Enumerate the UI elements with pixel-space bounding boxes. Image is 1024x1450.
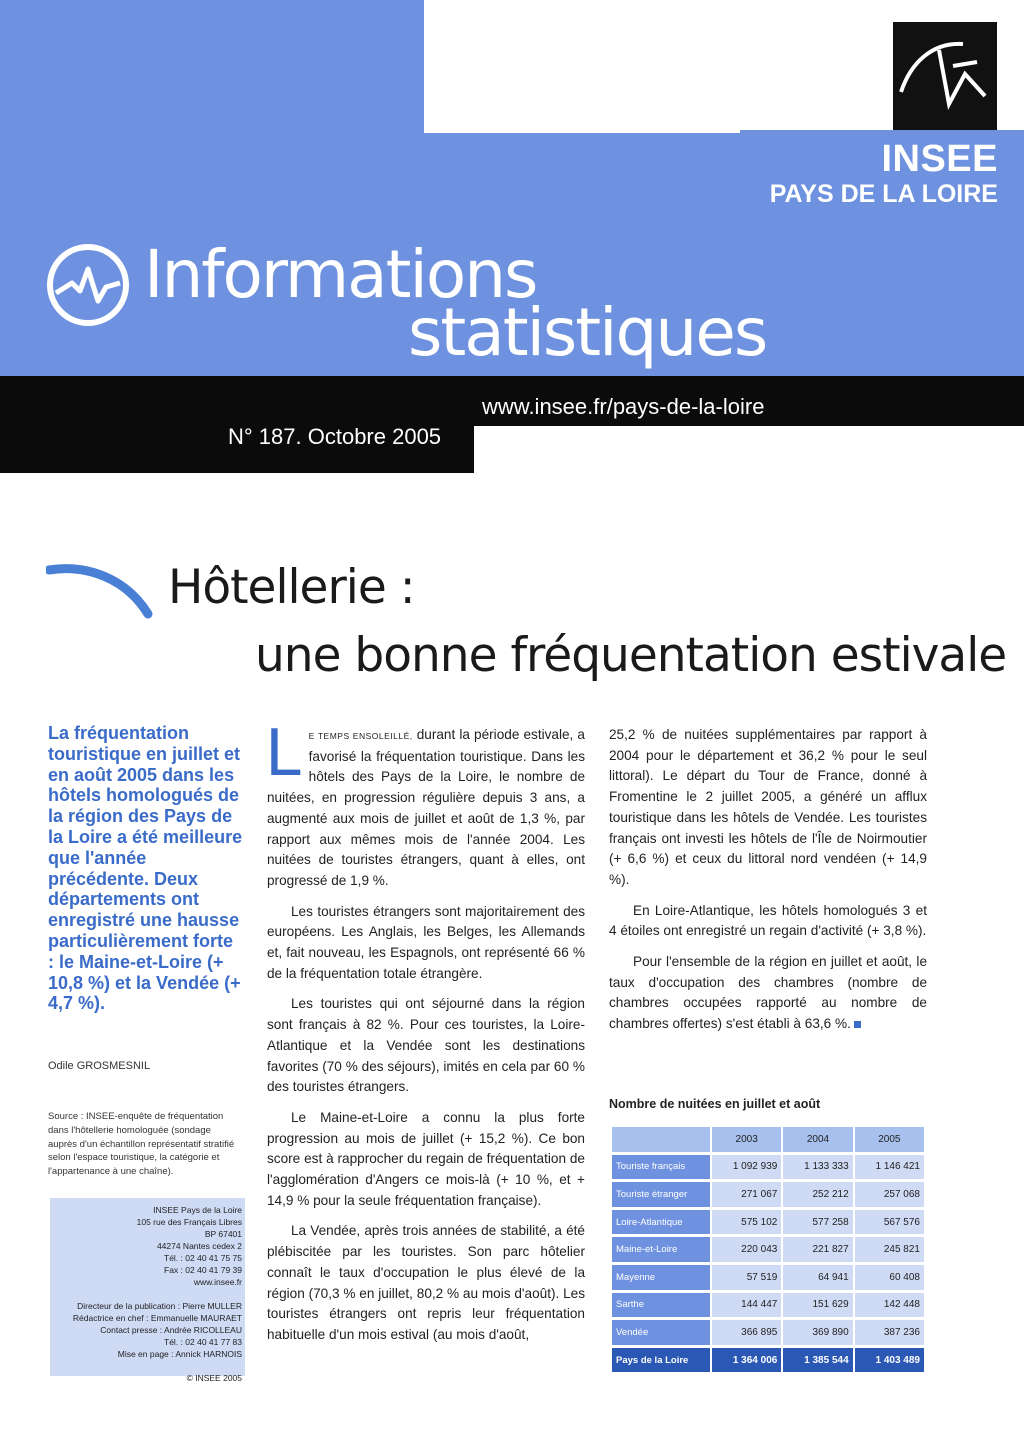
issue-number: N° 187. Octobre 2005 — [228, 424, 442, 449]
contact-line — [50, 1288, 245, 1300]
row-label: Sarthe — [612, 1293, 710, 1318]
table-cell: 1 092 939 — [712, 1155, 781, 1180]
source-note: Source : INSEE-enquête de fréquentation dans l'hôtellerie homologuée (sondage auprès d'un échantillon représentatif stratifié selon l'espace touristique, la catégorie et l'appartenance à une chaîne). — [48, 1111, 235, 1178]
table-cell: 577 258 — [783, 1210, 852, 1235]
paragraph: Le Maine-et-Loire a connu la plus forte progression au mois de juillet (+ 15,2 %). Ce bon score est à rapprocher du regain de fréquentation de l'agglomération d'Angers ce mois-là (+ 10 %, et + 14,9 % pour la seule fréquentation française). — [267, 1109, 585, 1208]
table-cell: 57 519 — [712, 1265, 781, 1290]
table-cell: 144 447 — [712, 1293, 781, 1318]
paragraph: 25,2 % de nuitées supplémentaires par rapport à 2004 pour le département et 36,2 % pour le seul littoral). Le départ du Tour de France, donné à Fromentine le 2 juillet 2005, a généré un afflux touristique dans les hôtels de Vendée. Les touristes français ont investi les hôtels de l'Île de Noirmoutier (+ 6,6 %) et ceux du littoral nord vendéen (+ 14,9 %). — [609, 727, 927, 887]
contact-line: Rédactrice en chef : Emmanuelle MAURAET — [72, 1313, 242, 1323]
table-cell: 1 385 544 — [783, 1348, 852, 1373]
contact-line: Fax : 02 40 41 79 39 — [164, 1265, 242, 1275]
paragraph: La Vendée, après trois années de stabilité, a été plébiscitée par les touristes. Son parc hôtelier connaît le taux d'occupation le plus élevé de la région (70,3 % en juillet, 80,2 % au mois d'août). Les touristes étrangers ont repris leur fréquentation habituelle d'un mois estival (au mois d'août, — [267, 1223, 585, 1342]
institute-name: INSEE — [881, 138, 998, 180]
end-mark-icon — [854, 1021, 861, 1028]
article-title: Hôtellerie : — [168, 560, 415, 615]
table-row — [612, 1182, 924, 1207]
website-link[interactable]: www.insee.fr/pays-de-la-loire — [482, 394, 765, 419]
row-label: Mayenne — [612, 1265, 710, 1290]
nights-table — [610, 1124, 926, 1375]
article-column-2 — [609, 725, 927, 1045]
title-swoosh-icon — [46, 560, 156, 620]
table-cell: 1 364 006 — [712, 1348, 781, 1373]
table-cell: 366 895 — [712, 1320, 781, 1345]
contact-line: Tél. : 02 40 41 77 83 — [164, 1337, 242, 1347]
table-cell: 369 890 — [783, 1320, 852, 1345]
table-row — [612, 1265, 924, 1290]
table-row — [612, 1320, 924, 1345]
table-total-row — [612, 1348, 924, 1373]
contact-line: Mise en page : Annick HARNOIS — [117, 1349, 242, 1359]
contact-line: Contact presse : Andrée RICOLLEAU — [100, 1325, 242, 1335]
insee-logo — [893, 22, 997, 130]
paragraph — [609, 952, 927, 1035]
table-cell: 245 821 — [855, 1237, 924, 1262]
masthead-line1: Informations — [144, 236, 537, 313]
column-header: 2004 — [783, 1127, 852, 1152]
contact-line — [50, 1360, 245, 1372]
pulse-circle-icon — [46, 243, 130, 327]
contact-line: 44274 Nantes cedex 2 — [156, 1241, 242, 1251]
table-row — [612, 1210, 924, 1235]
insee-logo-icon — [893, 22, 997, 130]
row-label: Maine-et-Loire — [612, 1237, 710, 1262]
contact-line: © INSEE 2005 — [186, 1373, 242, 1383]
row-label: Touriste français — [612, 1155, 710, 1180]
contact-line: 105 rue des Français Libres — [136, 1217, 242, 1227]
table-cell: 221 827 — [783, 1237, 852, 1262]
paragraph: En Loire-Atlantique, les hôtels homologués 3 et 4 étoiles ont enregistré un regain d'activité (+ 3,8 %). — [609, 902, 927, 939]
table-cell: 252 212 — [783, 1182, 852, 1207]
table-row — [612, 1293, 924, 1318]
paragraph — [265, 717, 585, 892]
table-cell: 567 576 — [855, 1210, 924, 1235]
contact-line: BP 67401 — [204, 1229, 242, 1239]
contact-line: Tél. : 02 40 41 75 75 — [164, 1253, 242, 1263]
article-column-1 — [265, 717, 585, 1356]
table-cell: 257 068 — [855, 1182, 924, 1207]
contact-line[interactable]: www.insee.fr — [193, 1277, 242, 1287]
paragraph-text: Pour l'ensemble de la région en juillet et août, le taux d'occupation des chambres (nombre de chambres occupées rapporté au nombre de chambres offertes) s'est établi à 63,6 %. — [609, 954, 927, 1032]
paragraph-text: durant la période estivale, a favorisé la fréquentation touristique. Dans les hôtels des Pays de la Loire, le nombre de nuitées, en progression régulière depuis 3 ans, a augmenté aux mois de juillet et août de 1,3 %, par rapport aux mêmes mois de l'année 2004. Les nuitées de touristes étrangers, quant à elles, ont progressé de 1,9 %. — [267, 727, 585, 888]
table-cell: 151 629 — [783, 1293, 852, 1318]
table-cell: 64 941 — [783, 1265, 852, 1290]
article-subtitle: une bonne fréquentation estivale — [255, 628, 1007, 683]
row-label: Loire-Atlantique — [612, 1210, 710, 1235]
table-row — [612, 1155, 924, 1180]
table-corner — [612, 1127, 710, 1152]
table-header-row — [612, 1127, 924, 1152]
table-cell: 60 408 — [855, 1265, 924, 1290]
table-cell: 575 102 — [712, 1210, 781, 1235]
table-title: Nombre de nuitées en juillet et août — [609, 1097, 821, 1111]
table-cell: 1 403 489 — [855, 1348, 924, 1373]
article-lede: La fréquentation touristique en juillet et en août 2005 dans les hôtels homologués de la région des Pays de la Loire a été meilleure que l'année précédente. Deux départements ont enregistré une hausse particulièrement forte : le Maine-et-Loire (+ 10,8 %) et la Vendée (+ 4,7 %). — [48, 723, 243, 1014]
column-header: 2003 — [712, 1127, 781, 1152]
contact-line: Directeur de la publication : Pierre MULLER — [77, 1301, 242, 1311]
column-header: 2005 — [855, 1127, 924, 1152]
row-label: Pays de la Loire — [612, 1348, 710, 1373]
table-cell: 142 448 — [855, 1293, 924, 1318]
table-cell: 271 067 — [712, 1182, 781, 1207]
table-row — [612, 1237, 924, 1262]
author: Odile GROSMESNIL — [48, 1060, 151, 1072]
table-cell: 1 133 333 — [783, 1155, 852, 1180]
dropcap: L — [265, 717, 301, 791]
table-cell: 220 043 — [712, 1237, 781, 1262]
contact-line: INSEE Pays de la Loire — [153, 1205, 242, 1215]
table-cell: 387 236 — [855, 1320, 924, 1345]
region-name: PAYS DE LA LOIRE — [769, 180, 998, 208]
row-label: Vendée — [612, 1320, 710, 1345]
smallcaps-opening: E TEMPS ENSOLEILLÉ, — [308, 731, 413, 741]
table-cell: 1 146 421 — [855, 1155, 924, 1180]
row-label: Touriste étranger — [612, 1182, 710, 1207]
masthead-line2: statistiques — [408, 294, 767, 371]
paragraph: Les touristes étrangers sont majoritairement des européens. Les Anglais, les Belges, les Allemands et, fait nouveau, les Espagnols, ont représenté 66 % de la fréquentation totale étrangère. — [267, 903, 585, 981]
contact-box — [50, 1198, 245, 1383]
paragraph: Les touristes qui ont séjourné dans la région sont français à 82 %. Pour ces touristes, la Loire-Atlantique et la Vendée sont les destinations favorites (70 % des séjours), imités en cela par 60 % des touristes étrangers. — [267, 996, 585, 1095]
